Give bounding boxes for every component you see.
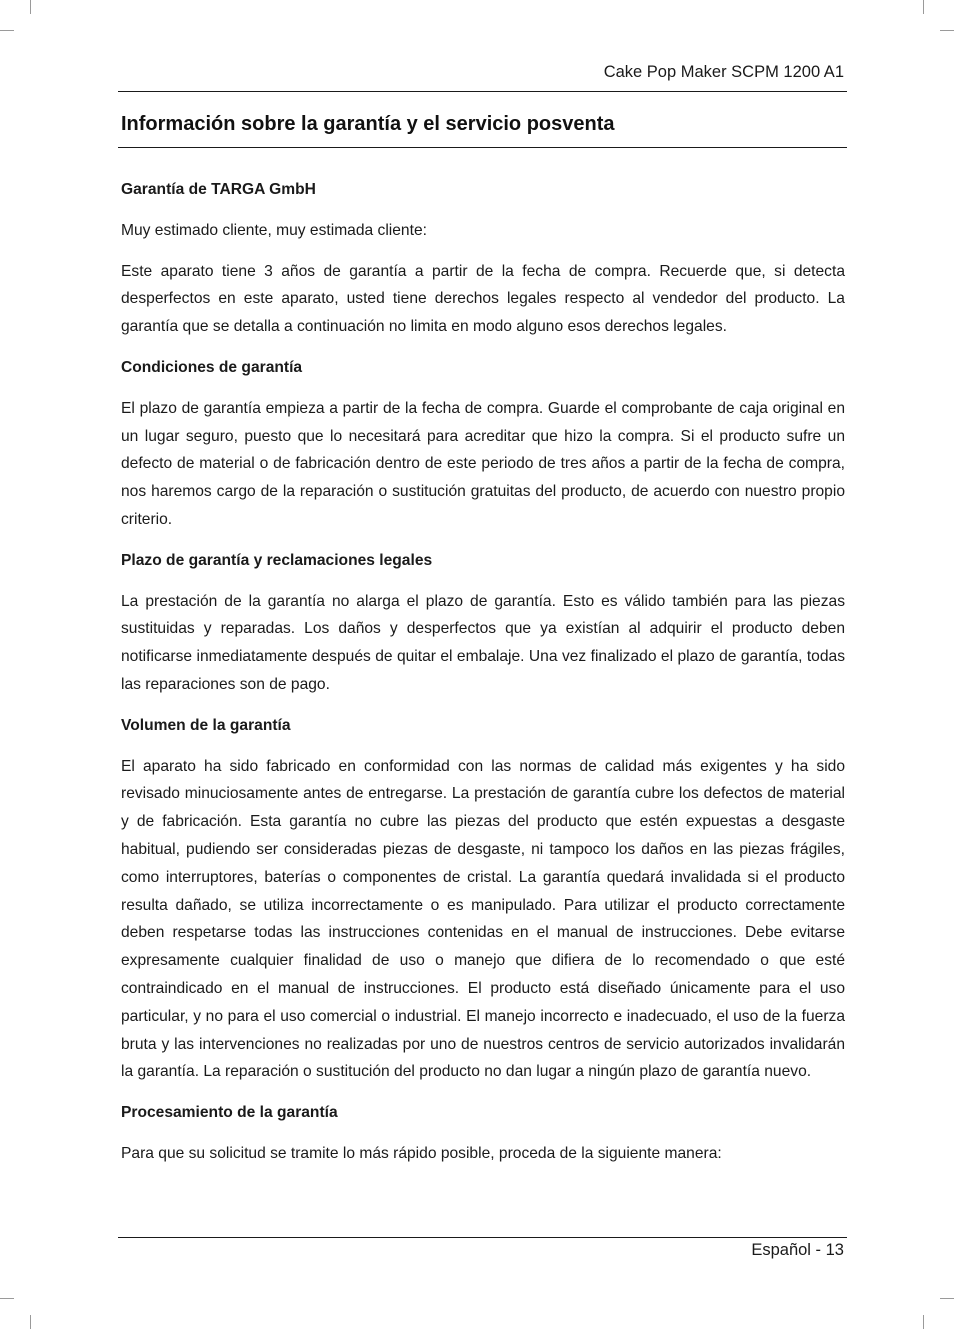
section-heading: Condiciones de garantía: [121, 358, 303, 376]
paragraph: La prestación de la garantía no alarga el plazo de garantía. Esto es válido también para las piezas sustituidas y reparadas. Los daños y desperfectos que ya existían al adquirir el producto deben notificarse inmediatamente después de quitar el embalaje. Una vez finalizado el plazo de garantía, todas las reparaciones son de pago.: [121, 592, 845, 693]
document-body: [121, 176, 845, 1181]
crop-mark: [923, 0, 924, 14]
running-header: Cake Pop Maker SCPM 1200 A1: [603, 63, 844, 81]
paragraph: Para que su solicitud se tramite lo más rápido posible, proceda de la siguiente manera:: [121, 1144, 722, 1162]
crop-mark: [923, 1315, 924, 1329]
page-number: Español - 13: [751, 1241, 844, 1259]
section-heading: Volumen de la garantía: [121, 716, 291, 734]
section-heading: Procesamiento de la garantía: [121, 1104, 338, 1122]
crop-mark: [940, 30, 954, 31]
crop-mark: [0, 30, 14, 31]
title-rule: [118, 147, 847, 148]
paragraph: El plazo de garantía empieza a partir de la fecha de compra. Guarde el comprobante de caja original en un lugar seguro, puesto que lo necesitará para acreditar que hizo la compra. Si el producto sufre un defecto de material o de fabricación dentro de este periodo de tres años a partir de la fecha de compra, nos haremos cargo de la reparación o sustitución gratuitas del producto, de acuerdo con nuestro propio criterio.: [121, 399, 845, 528]
header-rule: [118, 91, 847, 92]
crop-mark: [0, 1298, 14, 1299]
paragraph: Este aparato tiene 3 años de garantía a partir de la fecha de compra. Recuerde que, si detecta desperfectos en este aparato, usted tiene derechos legales respecto al vendedor del producto. La garantía que se detalla a continuación no limita en modo alguno esos derechos legales.: [121, 262, 845, 336]
paragraph: Muy estimado cliente, muy estimada cliente:: [121, 221, 427, 239]
paragraph: El aparato ha sido fabricado en conformidad con las normas de calidad más exigentes y ha sido revisado minuciosamente antes de entregarse. La prestación de garantía cubre los defectos de material y de fabricación. Esta garantía no cubre las piezas del producto que estén expuestas a desgaste habitual, pudiendo ser consideradas piezas de desgaste, ni tampoco los daños en las piezas frágiles, como interruptores, baterías o componentes de cristal. La garantía quedará invalidada si el producto resulta dañado, se utiliza incorrectamente o es manipulado. Para utilizar el producto correctamente deben respetarse todas las instrucciones contenidas en el manual de instrucciones. Debe evitarse expresamente cualquier finalidad de uso o manejo que difiera de lo recomendado o que esté contraindicado en el manual de instrucciones. El producto está diseñado únicamente para el uso particular, y no para el uso comercial o industrial. El manejo incorrecto e inadecuado, el uso de la fuerza bruta y las intervenciones no realizadas por uno de nuestros centros de servicio autorizados invalidarán la garantía. La reparación o sustitución del producto no dan lugar a ningún plazo de garantía nuevo.: [121, 757, 845, 1081]
page-title: Información sobre la garantía y el servicio posventa: [121, 113, 615, 135]
footer-rule: [118, 1237, 847, 1238]
crop-mark: [30, 1315, 31, 1329]
section-heading: Garantía de TARGA GmbH: [121, 181, 316, 198]
crop-mark: [940, 1298, 954, 1299]
crop-mark: [30, 0, 31, 14]
section-heading: Plazo de garantía y reclamaciones legales: [121, 551, 433, 569]
